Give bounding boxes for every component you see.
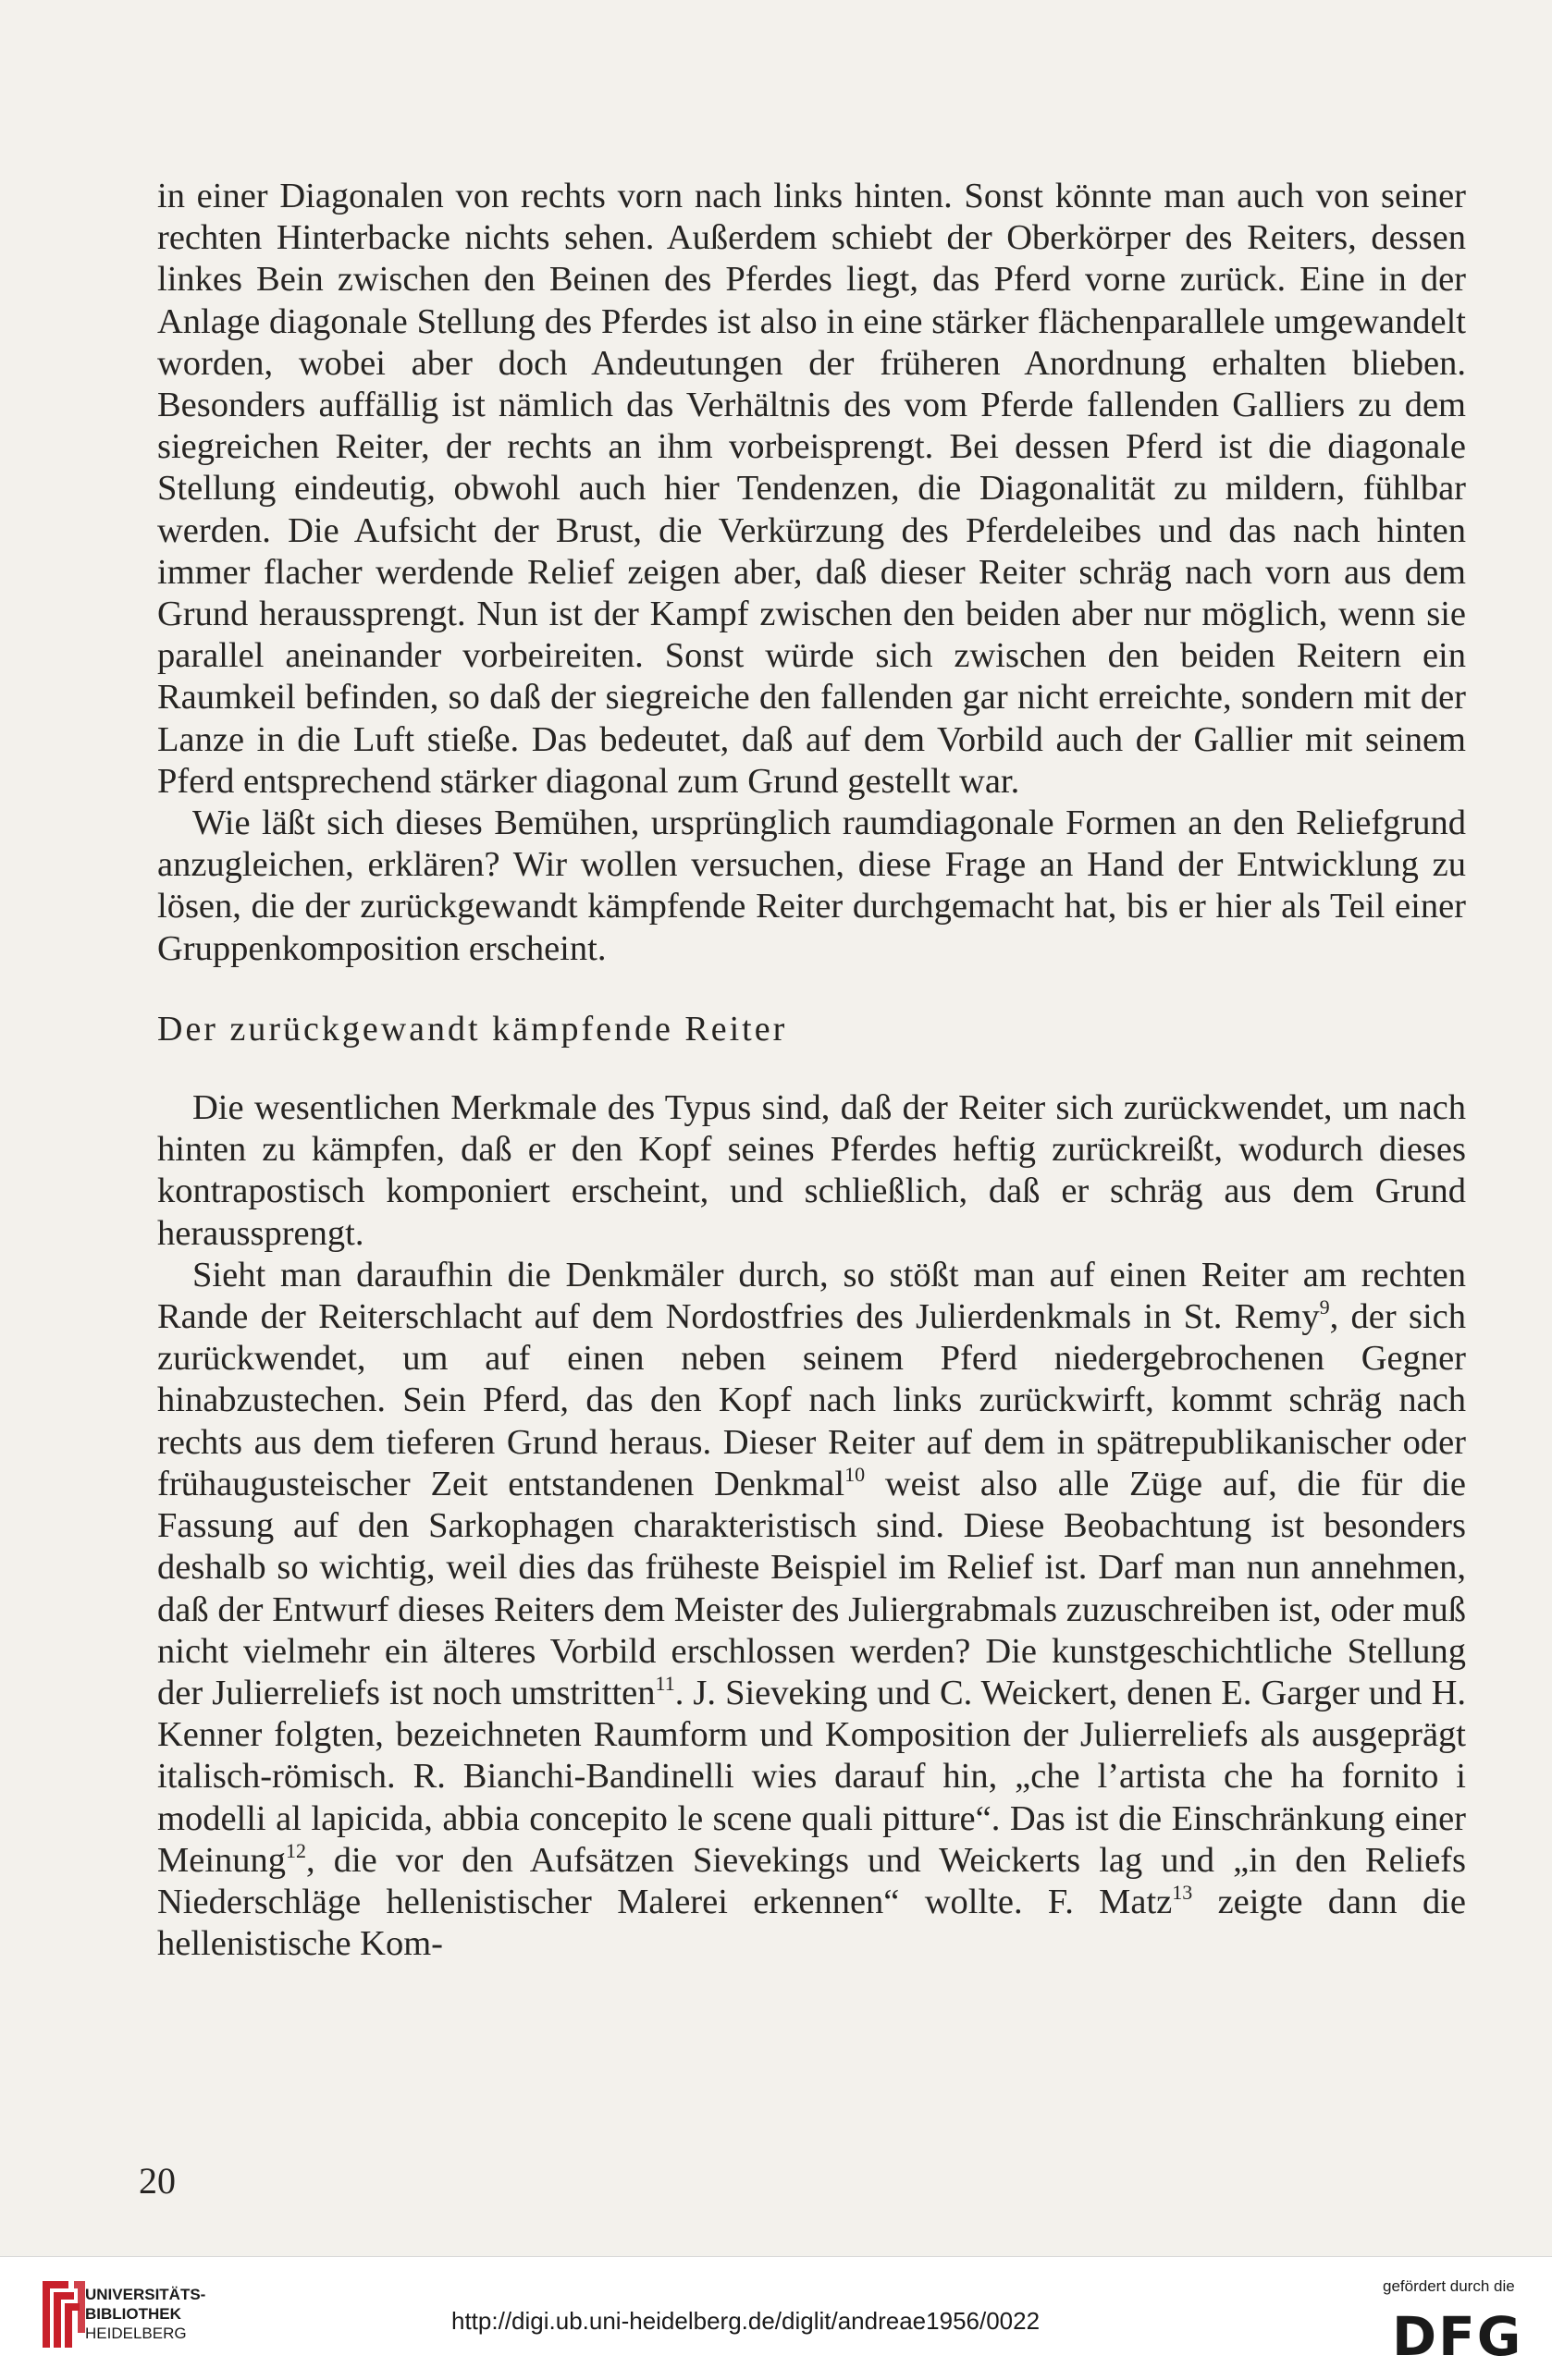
paragraph-2: Wie läßt sich dieses Bemühen, ursprünglich raumdiagonale Formen an den Reliefgrund anzugleichen, erklären? Wir wollen versuchen, diese Frage an Hand der Entwicklung zu lösen, die der zurückgewandt kämpfende Reiter durchgemacht hat, bis er hier als Teil einer Gruppenkomposition erscheint. (157, 804, 1466, 968)
paragraph-3: Die wesentlichen Merkmale des Typus sind, daß der Reiter sich zurückwendet, um nach hinten zu kämpfen, daß er den Kopf seines Pferdes heftig zurückreißt, wodurch dieses kontrapostisch komponiert erscheint, und schließlich, daß er schräg aus dem Grund heraussprengt. (157, 1088, 1466, 1253)
paragraph-1: in einer Diagonalen von rechts vorn nach links hinten. Sonst könnte man auch von seiner rechten Hinterbacke nichts sehen. Außerdem schiebt der Oberkörper des Reiters, dessen linkes Bein zwischen den Beinen des Pferdes liegt, das Pferd vorne zurück. Eine in der Anlage diagonale Stellung des Pferdes ist also in eine stärker flächenparallele umgewandelt worden, wobei aber doch Andeutungen der früheren Anordnung erhalten blieben. Besonders auffällig ist nämlich das Verhältnis des vom Pferde fallenden Galliers zu dem siegreichen Reiter, der rechts an ihm vorbeisprengt. Bei dessen Pferd ist die diagonale Stellung eindeutig, obwohl auch hier Tendenzen, die Diagonalität zu mildern, fühlbar werden. Die Aufsicht der Brust, die Verkürzung des Pferdeleibes und das nach hinten immer flacher werdende Relief zeigen aber, daß dieser Reiter schräg nach vorn aus dem Grund heraussprengt. Nun ist der Kampf zwischen den beiden aber nur möglich, wenn sie parallel aneinander vorbeireiten. Sonst würde sich zwischen den beiden Reitern ein Raumkeil befinden, so daß der siegreiche den fallenden gar nicht erreichte, sondern mit der Lanze in die Luft stieße. Das bedeutet, daß auf dem Vorbild auch der Gallier mit seinem Pferd entsprechend stärker diagonal zum Grund gestellt war. (157, 177, 1466, 801)
library-line-2: BIBLIOTHEK (85, 2305, 181, 2323)
library-logo-icon[interactable] (37, 2277, 92, 2351)
text-run: Sieht man daraufhin die Denkmäler durch, so stößt man auf einen Reiter am rechten Rande der Reiterschlacht auf dem Nordostfries des Julierdenkmals in St. Remy (157, 1255, 1466, 1337)
library-name[interactable] (85, 2285, 205, 2343)
library-line-1: UNIVERSITÄTS- (85, 2286, 206, 2303)
footnote-ref-10[interactable]: 10 (844, 1462, 866, 1486)
text-run: , die vor den Aufsätzen Sievekings und Weickerts lag und „in den Reliefs Niederschläge hellenistischer Malerei erkennen“ wollte. F. Matz (157, 1840, 1466, 1921)
page-number: 20 (139, 2160, 176, 2202)
text-run: weist also alle Züge auf, die für die Fassung auf den Sarkophagen charakteristisch sind. Diese Beobachtung ist besonders deshalb so wichtig, weil dies das früheste Beispiel im Relief ist. Darf man nun annehmen, daß der Entwurf dieses Reiters dem Meister des Juliergrabmals zuzuschreiben ist, oder muß nicht vielmehr ein älteres Vorbild erschlossen werden? Die kunstgeschichtliche Stellung der Julierreliefs ist noch umstritten (157, 1464, 1466, 1712)
viewer-footer (0, 2256, 1552, 2380)
footnote-ref-13[interactable]: 13 (1172, 1880, 1193, 1904)
text-run: zeigte dann die hellenistische Kom- (157, 1882, 1466, 1964)
text-run: , der sich zurückwendet, um auf einen neben seinem Pferd niedergebrochenen Gegner hinabzustechen. Sein Pferd, das den Kopf nach links zurückwirft, kommt schräg nach rechts aus dem tieferen Grund heraus. Dieser Reiter auf dem in spätrepublikanischer oder frühaugusteischer Zeit entstandenen Denkmal (157, 1297, 1466, 1503)
footnote-ref-9[interactable]: 9 (1319, 1295, 1330, 1319)
footnote-ref-12[interactable]: 12 (286, 1838, 307, 1862)
paragraph-4 (157, 1255, 1466, 1965)
text-run: . J. Sieveking und C. Weickert, denen E. Garger und H. Kenner folgten, bezeichneten Raumform und Komposition der Julierreliefs als ausgeprägt italisch-römisch. R. Bianchi-Bandinelli wies darauf hin, „che l’artista che ha fornito i modelli al lapicida, abbia concepito le scene quali pitture“. Das ist die Einschränkung einer Meinung (157, 1673, 1466, 1880)
section-heading: Der zurückgewandt kämpfende Reiter (157, 1009, 788, 1049)
library-line-3: HEIDELBERG (85, 2325, 187, 2342)
body-text (157, 176, 1466, 1965)
footnote-ref-11[interactable]: 11 (655, 1671, 675, 1695)
dfg-logo-icon[interactable]: DFG (1392, 2305, 1523, 2368)
permalink-url[interactable]: http://digi.ub.uni-heidelberg.de/diglit/andreae1956/0022 (451, 2307, 1041, 2335)
funding-caption: gefördert durch die (1383, 2277, 1515, 2295)
